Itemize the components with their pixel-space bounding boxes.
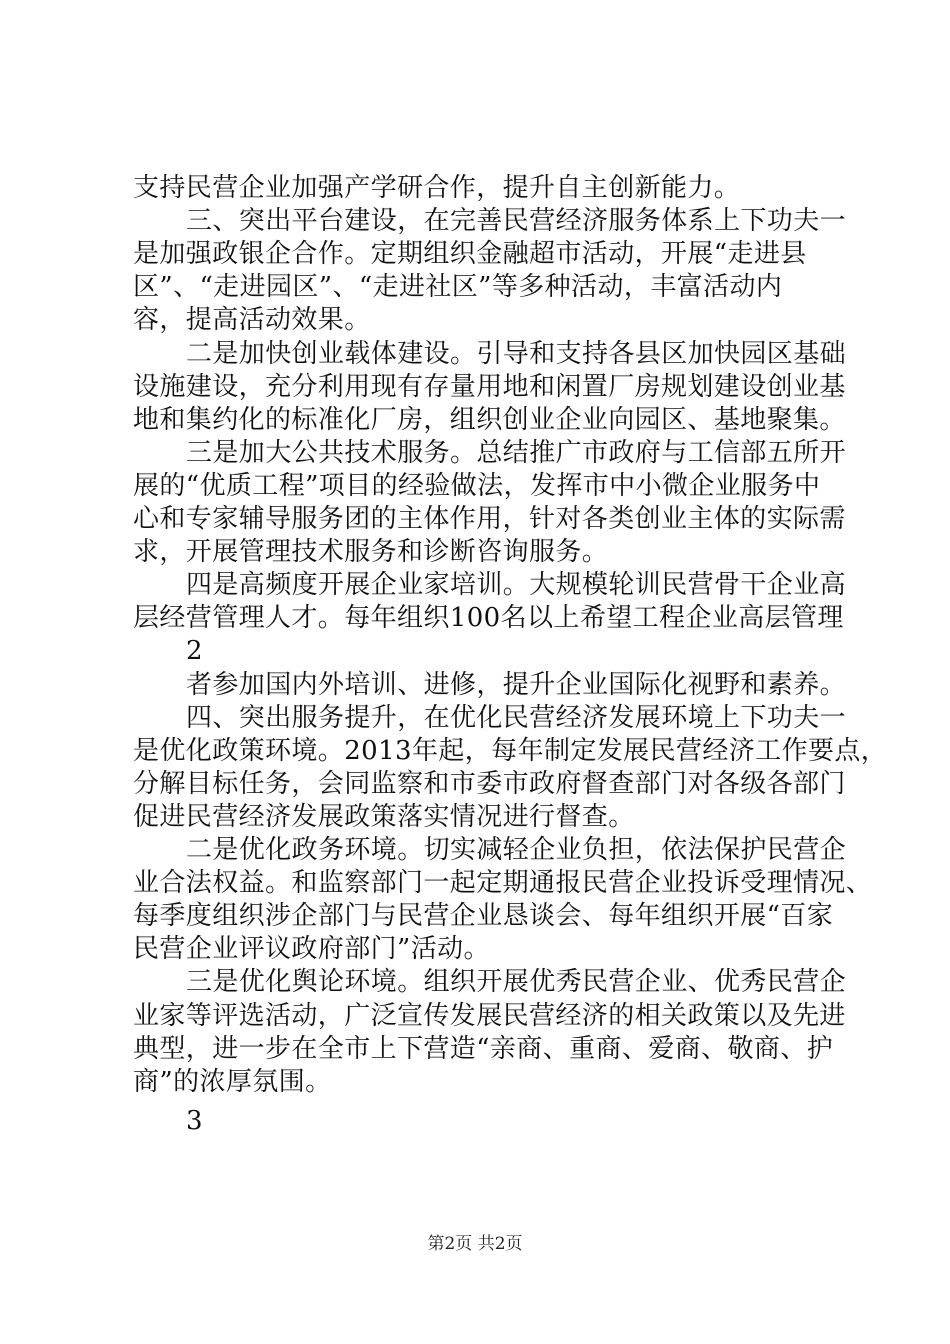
- paragraph-first-line: 四是高频度开展企业家培训。大规模轮训民营骨干企业高: [186, 570, 847, 601]
- page-footer: 第2页 共2页: [427, 1234, 523, 1254]
- paragraph-first-line: 二是加快创业载体建设。引导和支持各县区加快园区基础: [186, 338, 847, 369]
- text-line: 业家等评选活动，广泛宣传发展民营经济的相关政策以及先进: [133, 1000, 846, 1031]
- paragraph-first-line: 四、突出服务提升，在优化民营经济发展环境上下功夫一: [186, 702, 847, 733]
- page-marker: 3: [186, 1105, 203, 1136]
- paragraph-first-line: 三是加大公共技术服务。总结推广市政府与工信部五所开: [186, 437, 847, 468]
- text-line: 商”的浓厚氛围。: [133, 1066, 332, 1097]
- text-line: 分解目标任务，会同监察和市委市政府督查部门对各级各部门: [133, 768, 846, 799]
- paragraph-first-line: 三是优化舆论环境。组织开展优秀民营企业、优秀民营企: [186, 967, 847, 998]
- paragraph-first-line: 三、突出平台建设，在完善民营经济服务体系上下功夫一: [186, 206, 847, 237]
- text-line: 区”、“走进园区”、“走进社区”等多种活动，丰富活动内: [133, 272, 783, 303]
- text-line: 心和专家辅导服务团的主体作用，针对各类创业主体的实际需: [133, 504, 846, 534]
- text-line: 每季度组织涉企部门与民营企业恳谈会、每年组织开展“百家: [133, 901, 834, 932]
- text-line: 促进民营经济发展政策落实情况进行督查。: [133, 801, 635, 832]
- text-line: 是优化政策环境。2013年起，每年制定发展民营经济工作要点，: [133, 735, 888, 766]
- text-line: 展的“优质工程”项目的经验做法，发挥市中小微企业服务中: [133, 470, 821, 501]
- paragraph-first-line: 者参加国内外培训、进修，提升企业国际化视野和素养。: [186, 669, 847, 700]
- text-line: 求，开展管理技术服务和诊断咨询服务。: [133, 537, 609, 568]
- page-marker: 2: [186, 636, 203, 667]
- paragraph-first-line: 二是优化政务环境。切实减轻企业负担，依法保护民营企: [186, 835, 847, 865]
- text-line: 支持民营企业加强产学研合作，提升自主创新能力。: [133, 173, 741, 203]
- text-line: 层经营管理人才。每年组织100名以上希望工程企业高层管理: [133, 603, 844, 634]
- text-line: 容，提高活动效果。: [133, 305, 371, 336]
- text-line: 是加强政银企合作。定期组织金融超市活动，开展“走进县: [133, 239, 807, 270]
- text-line: 典型，进一步在全市上下营造“亲商、重商、爱商、敬商、护: [133, 1033, 834, 1064]
- text-line: 民营企业评议政府部门”活动。: [133, 934, 490, 965]
- text-line: 设施建设，充分利用现有存量用地和闲置厂房规划建设创业基: [133, 371, 846, 402]
- text-line: 业合法权益。和监察部门一起定期通报民营企业投诉受理情况、: [133, 868, 873, 899]
- text-line: 地和集约化的标准化厂房，组织创业企业向园区、基地聚集。: [133, 404, 846, 435]
